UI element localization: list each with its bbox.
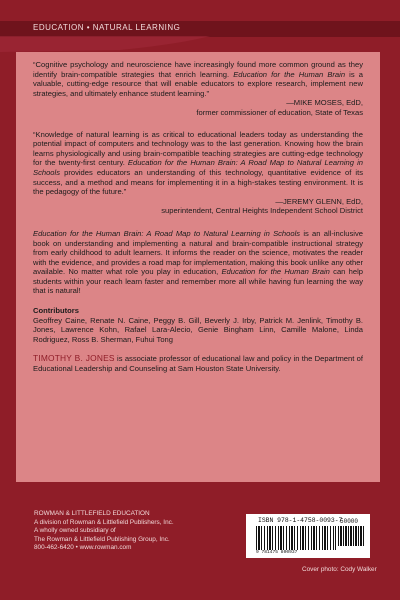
author-bio-text: is associate professor of educational law and policy in the Department of Educational Leadership and Counseling at Sam Houston State University. xyxy=(33,354,363,374)
author-bio xyxy=(33,354,363,373)
author-name: TIMOTHY B. JONES xyxy=(33,353,115,364)
book-title: Education for the Human Brain: A Road Map to Natural Learning in Schools xyxy=(33,228,301,238)
publisher-name: ROWMAN & LITTLEFIELD EDUCATION xyxy=(34,510,150,517)
quote-text: “Knowledge of natural learning is as critical to educational leaders today as understanding the potential impact of computers and technology was to the last generation. Knowing how the brain learns physiologically and using brain-compatible teaching strategies are cutting-edge technology for the twenty-first century. xyxy=(33,129,363,168)
testimonial-quote xyxy=(33,60,363,98)
text-panel xyxy=(16,52,380,482)
barcode-addon-bars xyxy=(338,526,364,546)
quote-author: —MIKE MOSES, EdD, xyxy=(286,98,363,108)
testimonial-quote xyxy=(33,130,363,197)
publisher-division: A division of Rowman & Littlefield Publishers, Inc. xyxy=(34,518,174,526)
book-description xyxy=(33,229,363,296)
quote-book-title: Education for the Human Brain: A Road Map to Natural Learning in Schools xyxy=(33,158,363,177)
quote-text: is a valuable, cutting-edge resource that will enable educators to explore research, implement new strategies, and ultimately enhance student learning.” xyxy=(33,69,363,98)
contributors-heading: Contributors xyxy=(33,306,79,316)
barcode-bars xyxy=(256,526,336,550)
description-text: is an all-inclusive book on understanding and implementing a natural and brain-compatible instructional strategy from early childhood to adult learners. It informs the reader on the science, motivates the reader with the evidence, and provides a road map for implementation, making this book unlike any other available. No matter what role you play in education, xyxy=(33,228,363,277)
publisher-group: The Rowman & Littlefield Publishing Group, Inc. xyxy=(34,535,170,543)
quote-author: —JEREMY GLENN, EdD, xyxy=(275,196,363,206)
category-label: EDUCATION • NATURAL LEARNING xyxy=(33,23,181,32)
quote-text: “Cognitive psychology and neuroscience have increasingly found more common ground as they identify brain-compatible strategies that enrich learning. xyxy=(33,60,363,79)
category-bar xyxy=(0,21,400,37)
description-text: can help students within your reach learn faster and remember more all while having fun learning the way that is natural! xyxy=(33,267,364,296)
publisher-contact: 800-462-6420 • www.rowman.com xyxy=(34,544,132,552)
publisher-subsidiary: A wholly owned subsidiary of xyxy=(34,527,116,535)
cover-photo-credit: Cover photo: Cody Walker xyxy=(302,566,377,573)
quote-author-role: superintendent, Central Heights Independent School District xyxy=(161,206,363,216)
quote-book-title: Education for the Human Brain xyxy=(233,69,346,79)
barcode xyxy=(246,514,370,558)
publisher-info xyxy=(34,510,174,553)
quote-author-role: former commissioner of education, State of Texas xyxy=(196,107,363,117)
barcode-digits: 9 781475 800937 xyxy=(256,550,298,555)
isbn-label: ISBN 978-1-4758-0093-7 xyxy=(258,517,343,524)
contributors-list: Geoffrey Caine, Renate N. Caine, Peggy B. Gill, Beverly J. Irby, Patrick M. Jenlink, Timothy B. Jones, Lawrence Kohn, Rafael Lara-Alecio, Genie Bingham Linn, Camille Malone, Linda Rodriguez, Ross B. Sherman, Fuhui Tong xyxy=(33,315,363,344)
book-title-short: Education for the Human Brain xyxy=(221,267,330,277)
quote-text: provides educators an understanding of this technology, quantitative evidence of its success, and a method and means for implementing it in a high-stakes testing environment. It is the pedagogy of the future.” xyxy=(33,167,363,197)
barcode-addon-digits: 50000 xyxy=(340,518,359,525)
